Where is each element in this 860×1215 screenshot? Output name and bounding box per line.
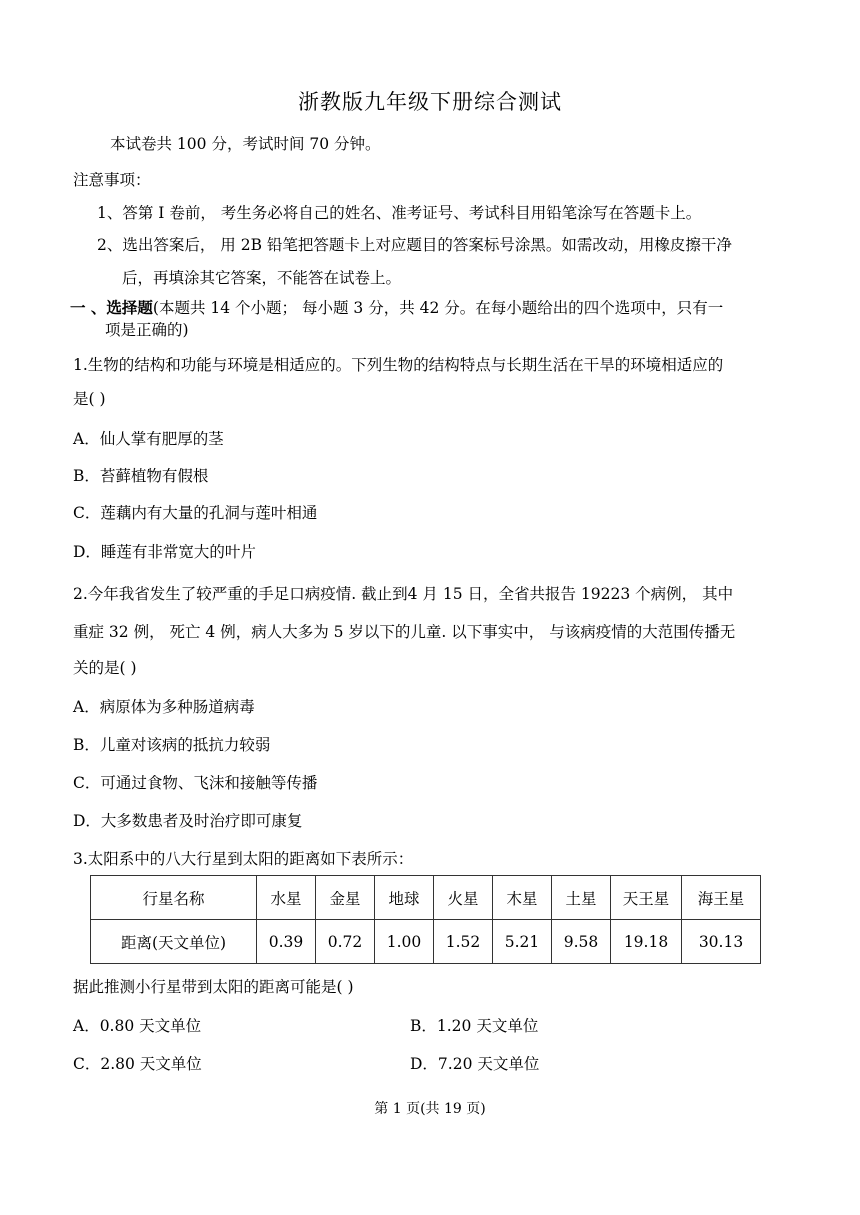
exam-intro: 本试卷共 100 分，考试时间 70 分钟。 [110,135,381,153]
table-cell: 0.72 [316,920,375,964]
section-number: 一 、 [70,298,107,317]
question-3-stem: 3.太阳系中的八大行星到太阳的距离如下表所示： [73,850,414,868]
question-1-stem-cont: 是( ) [73,390,106,408]
notice-item-1: 1、答第 I 卷前， 考生务必将自己的姓名、准考证号、考试科目用铅笔涂写在答题卡上。 [97,204,702,222]
table-cell: 1.52 [434,920,493,964]
question-3-prompt: 据此推测小行星带到太阳的距离可能是( ) [73,978,354,996]
page-footer: 第 1 页(共 19 页) [374,1101,486,1117]
table-cell: 水星 [257,876,316,920]
question-3-option-b: B．1.20 天文单位 [410,1017,539,1035]
question-1-stem: 1.生物的结构和功能与环境是相适应的。下列生物的结构特点与长期生活在干旱的环境相适应的 [73,356,724,374]
question-2-stem-cont-2: 关的是( ) [73,659,137,677]
section-heading [70,296,723,318]
question-1-option-a: A．仙人掌有肥厚的茎 [73,430,224,448]
question-2-stem: 2.今年我省发生了较严重的手足口病疫情. 截止到4 月 15 日，全省共报告 19223 个病例， 其中 [73,585,734,603]
table-cell: 天王星 [611,876,682,920]
question-2-option-b: B．儿童对该病的抵抗力较弱 [73,736,271,754]
table-row [91,920,761,964]
table-cell: 行星名称 [91,876,257,920]
question-2-option-a: A．病原体为多种肠道病毒 [73,698,255,716]
section-description: (本题共 14 个小题； 每小题 3 分，共 42 分。在每小题给出的四个选项中，只有一 [152,299,724,317]
section-description-cont: 项是正确的) [105,321,189,339]
question-1-option-d: D．睡莲有非常宽大的叶片 [73,543,256,561]
table-cell: 0.39 [257,920,316,964]
notice-heading: 注意事项： [73,171,151,189]
table-cell: 距离(天文单位) [91,920,257,964]
table-cell: 19.18 [611,920,682,964]
question-2-stem-cont: 重症 32 例， 死亡 4 例，病人大多为 5 岁以下的儿童. 以下事实中， 与该病疫情的大范围传播无 [73,623,736,641]
table-cell: 海王星 [682,876,761,920]
table-cell: 土星 [552,876,611,920]
question-1-option-c: C．莲藕内有大量的孔洞与莲叶相通 [73,504,318,522]
question-3-option-a: A．0.80 天文单位 [73,1017,202,1035]
table-cell: 地球 [375,876,434,920]
table-cell: 30.13 [682,920,761,964]
table-cell: 火星 [434,876,493,920]
table-cell: 5.21 [493,920,552,964]
question-3-option-c: C．2.80 天文单位 [73,1055,202,1073]
question-2-option-d: D．大多数患者及时治疗即可康复 [73,812,303,830]
section-title: 选择题 [106,298,153,317]
notice-item-2-cont: 后，再填涂其它答案，不能答在试卷上。 [122,269,402,287]
table-header-row [91,876,761,920]
table-cell: 木星 [493,876,552,920]
table-cell: 金星 [316,876,375,920]
planet-distance-table [90,875,761,964]
question-1-option-b: B．苔藓植物有假根 [73,467,209,485]
notice-item-2: 2、选出答案后， 用 2B 铅笔把答题卡上对应题目的答案标号涂黑。如需改动，用橡皮擦干净 [97,236,732,254]
question-3-option-d: D．7.20 天文单位 [410,1055,540,1073]
page-title: 浙教版九年级下册综合测试 [298,90,562,114]
table-cell: 9.58 [552,920,611,964]
question-2-option-c: C．可通过食物、飞沫和接触等传播 [73,774,318,792]
table-cell: 1.00 [375,920,434,964]
